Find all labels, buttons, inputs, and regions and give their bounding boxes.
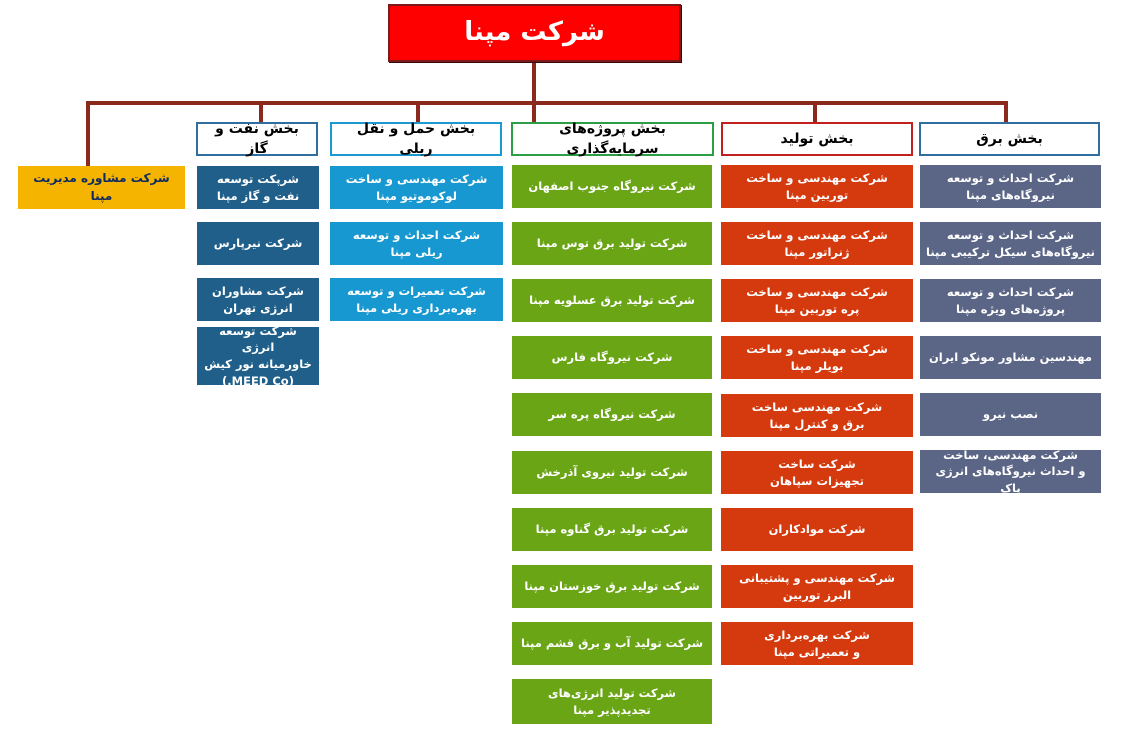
investment-company: شرکت تولید برق خوزستان مپنا: [512, 565, 712, 608]
power-company: شرکت احداث و توسعه نیروگاه‌های مپنا: [920, 165, 1101, 208]
division-rail-header: بخش حمل و نقل ریلی: [330, 122, 502, 156]
power-company: شرکت مهندسی، ساخت و احداث نیروگاه‌های انرژی پاک: [920, 450, 1101, 493]
production-company: شرکت موادکاران: [721, 508, 913, 551]
investment-company: شرکت تولید برق گناوه مپنا: [512, 508, 712, 551]
power-company: شرکت احداث و توسعه نیروگاه‌های سیکل ترکیبی مپنا: [920, 222, 1101, 265]
oil-gas-company: شرکت مشاوران انرژی تهران: [197, 278, 319, 321]
production-company: شرکت مهندسی و پشتیبانی البرز توربین: [721, 565, 913, 608]
power-company: شرکت احداث و توسعه پروژه‌های ویژه مپنا: [920, 279, 1101, 322]
investment-company: شرکت تولید انرژی‌های تجدیدپذیر مپنا: [512, 679, 712, 724]
power-company: نصب نیرو: [920, 393, 1101, 436]
investment-company: شرکت نیروگاه پره سر: [512, 393, 712, 436]
investment-company: شرکت تولید آب و برق قشم مپنا: [512, 622, 712, 665]
production-company: شرکت مهندسی و ساخت توربین مپنا: [721, 165, 913, 208]
investment-company: شرکت تولید برق توس مپنا: [512, 222, 712, 265]
oil-gas-company: شرکت نیرپارس: [197, 222, 319, 265]
rail-company: شرکت احداث و توسعه ریلی مپنا: [330, 222, 503, 265]
oil-gas-company: شرپکت توسعه نفت و گاز مپنا: [197, 166, 319, 209]
power-company: مهندسین مشاور مونکو ایران: [920, 336, 1101, 379]
production-company: شرکت بهره‌برداری و تعمیراتی مپنا: [721, 622, 913, 665]
consulting-company: شرکت مشاوره مدیریت مپنا: [18, 166, 185, 209]
investment-company: شرکت تولید نیروی آذرخش: [512, 451, 712, 494]
division-investment-header: بخش پروژه‌های سرمایه‌گذاری: [511, 122, 714, 156]
production-company: شرکت مهندسی و ساخت پره توربین مپنا: [721, 279, 913, 322]
rail-company: شرکت تعمیرات و توسعه بهره‌برداری ریلی مپنا: [330, 278, 503, 321]
company-title: شرکت مپنا: [388, 4, 681, 62]
oil-gas-company: شرکت توسعه انرژی خاورمیانه نور کیش (MEED Co.): [197, 327, 319, 385]
production-company: شرکت ساخت تجهیزات سپاهان: [721, 451, 913, 494]
division-oil-gas-header: بخش نفت و گاز: [196, 122, 318, 156]
production-company: شرکت مهندسی ساخت برق و کنترل مپنا: [721, 394, 913, 437]
investment-company: شرکت نیروگاه جنوب اصفهان: [512, 165, 712, 208]
division-power-header: بخش برق: [919, 122, 1100, 156]
production-company: شرکت مهندسی و ساخت ژنراتور مپنا: [721, 222, 913, 265]
investment-company: شرکت تولید برق عسلویه مپنا: [512, 279, 712, 322]
production-company: شرکت مهندسی و ساخت بویلر مپنا: [721, 336, 913, 379]
division-production-header: بخش تولید: [721, 122, 913, 156]
investment-company: شرکت نیروگاه فارس: [512, 336, 712, 379]
rail-company: شرکت مهندسی و ساخت لوکوموتیو مپنا: [330, 166, 503, 209]
